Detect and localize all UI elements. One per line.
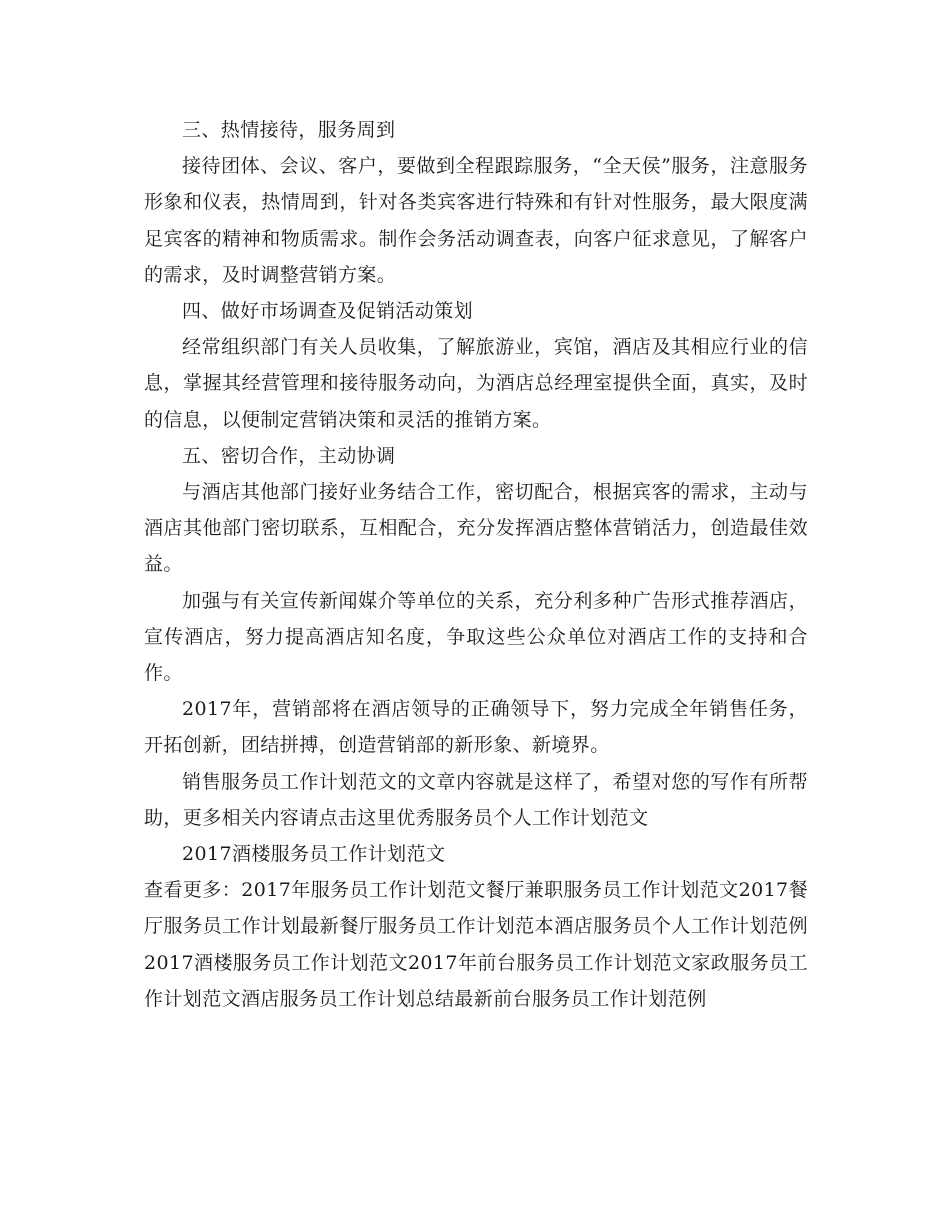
see-more-links[interactable]: 查看更多：2017年服务员工作计划范文餐厅兼职服务员工作计划范文2017餐厅服务员工作计划最新餐厅服务员工作计划范本酒店服务员个人工作计划范例2017酒楼服务员工作计划范文2017年前台服务员工作计划范文家政服务员工作计划范文酒店服务员工作计划总结最新前台服务员工作计划范例 [144, 879, 808, 1010]
document-body [144, 112, 808, 1017]
paragraph-reception-service: 接待团体、会议、客户，要做到全程跟踪服务，“全天侯”服务，注意服务形象和仪表，热情周到，针对各类宾客进行特殊和有针对性服务，最大限度满足宾客的精神和物质需求。制作会务活动调查表，向客户征求意见，了解客户的需求，及时调整营销方案。 [144, 155, 808, 286]
paragraph-closing-note[interactable]: 销售服务员工作计划范文的文章内容就是这样了，希望对您的写作有所帮助，更多相关内容请点击这里优秀服务员个人工作计划范文 [144, 770, 808, 829]
paragraph-cooperation: 与酒店其他部门接好业务结合工作，密切配合，根据宾客的需求，主动与酒店其他部门密切联系，互相配合，充分发挥酒店整体营销活力，创造最佳效益。 [144, 481, 808, 576]
paragraph-2017-goals: 2017年，营销部将在酒店领导的正确领导下，努力完成全年销售任务，开拓创新，团结拼搏，创造营销部的新形象、新境界。 [144, 698, 808, 757]
related-article-link[interactable]: 2017酒楼服务员工作计划范文 [182, 843, 446, 866]
paragraph-market-research: 经常组织部门有关人员收集，了解旅游业，宾馆，酒店及其相应行业的信息，掌握其经营管理和接待服务动向，为酒店总经理室提供全面，真实，及时的信息，以便制定营销决策和灵活的推销方案。 [144, 336, 808, 431]
section-heading-5: 五、密切合作，主动协调 [182, 444, 396, 467]
section-heading-4: 四、做好市场调查及促销活动策划 [182, 300, 474, 323]
section-heading-3: 三、热情接待，服务周到 [182, 119, 396, 141]
paragraph-media-relations: 加强与有关宣传新闻媒介等单位的关系，充分利多种广告形式推荐酒店，宣传酒店，努力提高酒店知名度，争取这些公众单位对酒店工作的支持和合作。 [144, 589, 808, 685]
